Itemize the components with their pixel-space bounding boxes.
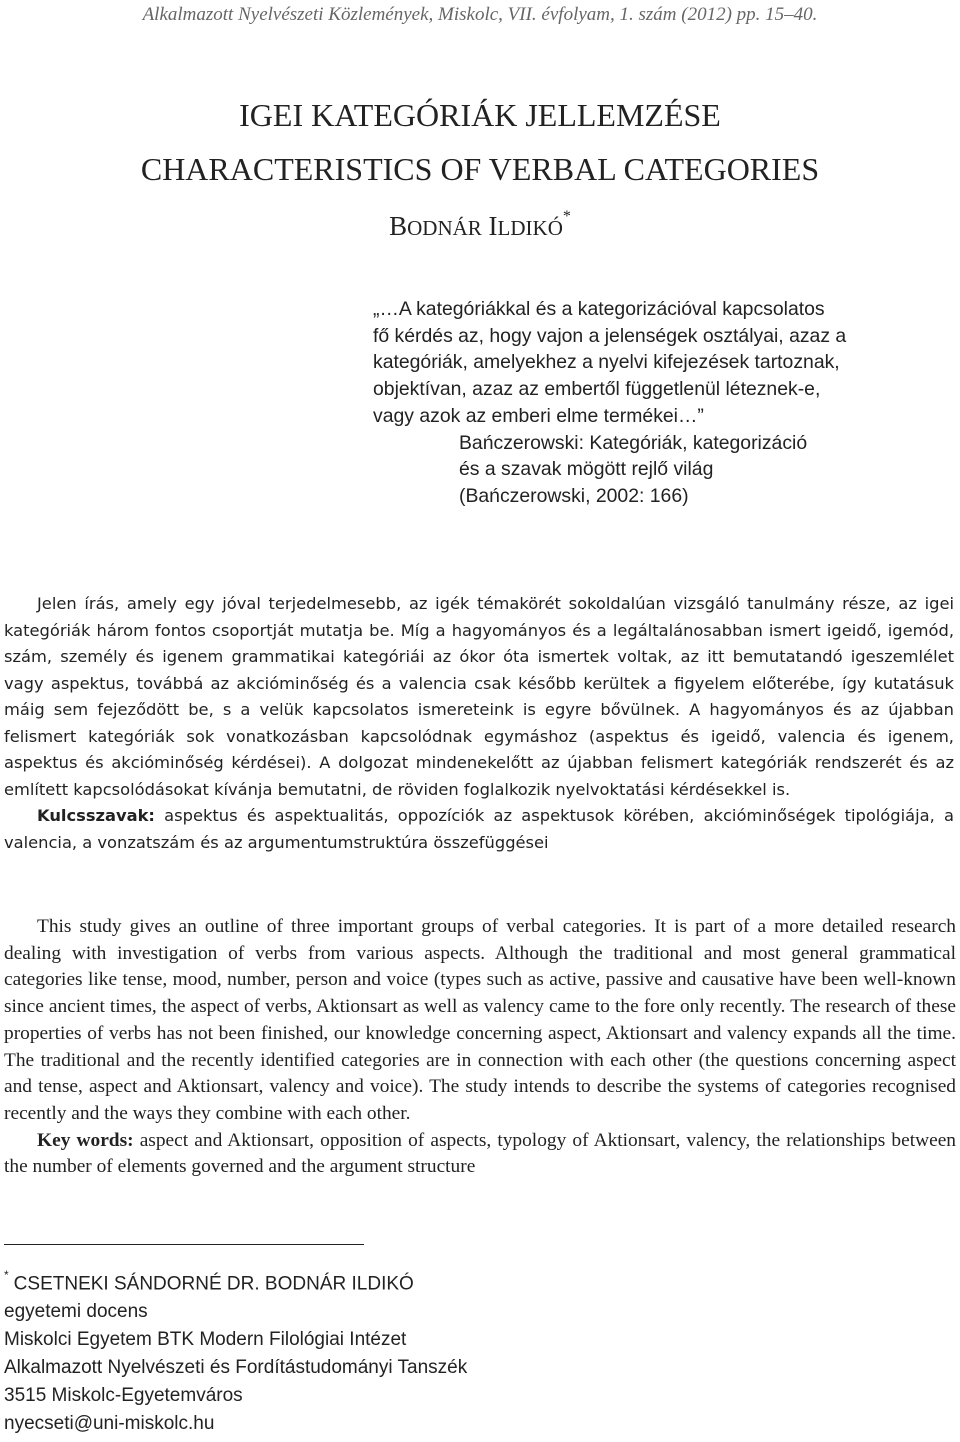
epigraph-quote: „…A kategóriákkal és a kategorizációval kapcsolatos fő kérdés az, hogy vajon a jelenségek osztályai, azaz a kategóriák, amelyekhez a nyelvi kifejezések tartoznak, objektívan, azaz az embertől függetlenül léteznek-e, vagy azok az emberi elme termékei…”	[373, 298, 847, 427]
title-english: CHARACTERISTICS OF VERBAL CATEGORIES	[140, 151, 820, 187]
abstract-en-keywords	[4, 1128, 956, 1181]
author-surname-initial: B	[389, 211, 408, 241]
footnote-position: egyetemi docens	[4, 1301, 148, 1323]
abstract-hungarian	[4, 591, 954, 856]
running-header: Alkalmazott Nyelvészeti Közlemények, Miskolc, VII. évfolyam, 1. szám (2012) pp. 15–40.	[142, 4, 818, 25]
epigraph-attribution: Bańczerowski: Kategóriák, kategorizáció és a szavak mögött rejlő világ (Bańczerowski, 2002: 166)	[459, 431, 808, 507]
article-title	[0, 88, 960, 196]
footnote-institute: Miskolci Egyetem BTK Modern Filológiai Intézet	[4, 1329, 407, 1351]
abstract-en-body: This study gives an outline of three important groups of verbal categories. It is part of a more detailed research dealing with investigation of verbs from various aspects. Although the traditional and most general grammatical categories like tense, mood, number, person and voice (types such as active, passive and causative have been well-known since ancient times, the aspect of verbs, Aktionsart as well as valency came to the fore only recently. The research of these properties of verbs has not been finished, our knowledge concerning aspect, Aktionsart and valency expands all the time. The traditional and the recently identified categories are in connection with each other (the questions concerning aspect and tense, aspect and Aktionsart, valency and voice). The study intends to describe the systems of categories recognised recently and the ways they combine with each other.	[4, 916, 956, 1124]
keywords-text-en: aspect and Aktionsart, opposition of aspects, typology of Aktionsart, valency, the relationships between the number of elements governed and the argument structure	[4, 1129, 956, 1178]
footnote-department: Alkalmazott Nyelvészeti és Fordítástudományi Tanszék	[4, 1357, 468, 1379]
author-given-rest: LDIKÓ	[497, 216, 563, 240]
author-surname-rest: ODNÁR	[407, 216, 482, 240]
abstract-hu-body: Jelen írás, amely egy jóval terjedelmesebb, az igék témakörét sokoldalúan vizsgáló tanulmány része, az igei kategóriák három fontos csoportját mutatja be. Míg a hagyományos és a legáltalánosabban ismert igeidő, igemód, szám, személy és igenem grammatikai kategóriái az ókor óta ismertek voltak, az itt bemutatandó igeszemlélet vagy aspektus, továbbá az akcióminőség és a valencia csak később kerültek a figyelem előterébe, így kutatásuk máig sem fejeződött be, s a velük kapcsolatos ismereteink is egyre bővülnek. A hagyományos és az újabban felismert kategóriák sok vonatkozásban kapcsolódnak egymáshoz (aspektus és igeidő, valencia és igenem, aspektus és akcióminőség kérdései). A dolgozat mindenekelőtt az újabban felismert kategóriák rendszerét és az említett kapcsolódásokat kívánja bemutatni, de röviden foglalkozik nyelvoktatási kérdésekkel is.	[4, 594, 954, 799]
footnote-address: 3515 Miskolc-Egyetemváros	[4, 1385, 243, 1407]
abstract-hu-keywords	[4, 803, 954, 856]
footnote-email: nyecseti@uni-miskolc.hu	[4, 1413, 215, 1435]
footnote-name-line	[4, 1264, 704, 1298]
author-name	[0, 208, 960, 242]
footnote-mark: *	[4, 1268, 9, 1282]
author-footnote-mark: *	[562, 208, 571, 225]
epigraph	[373, 296, 953, 510]
title-hungarian: IGEI KATEGÓRIÁK JELLEMZÉSE	[239, 97, 721, 133]
footnote-divider	[4, 1244, 364, 1245]
keywords-label-en: Key words:	[37, 1129, 134, 1151]
author-footnote	[4, 1264, 704, 1438]
author-given-initial: I	[488, 211, 498, 241]
keywords-text-hu: aspektus és aspektualitás, oppozíciók az aspektusok körében, akcióminőségek tipológiája, a valencia, a vonzatszám és az argumentumstruktúra összefüggései	[4, 806, 954, 852]
footnote-name: CSETNEKI SÁNDORNÉ DR. BODNÁR ILDIKÓ	[13, 1273, 414, 1295]
abstract-english	[4, 914, 956, 1181]
keywords-label-hu: Kulcsszavak:	[37, 806, 155, 825]
